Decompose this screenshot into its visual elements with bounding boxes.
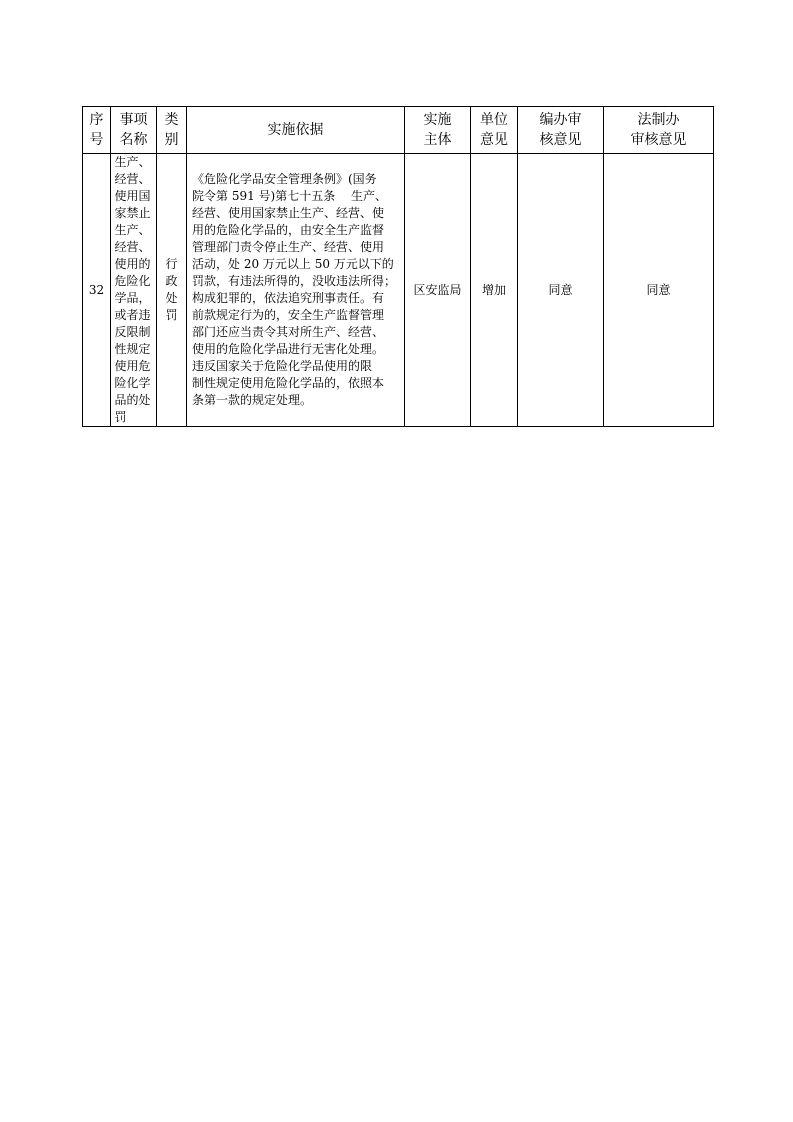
cell-category: 行政处罚 bbox=[157, 154, 187, 427]
table-row bbox=[83, 154, 714, 427]
header-row bbox=[83, 107, 714, 154]
cell-legal-review: 同意 bbox=[604, 154, 714, 427]
header-name: 事项 名称 bbox=[111, 107, 157, 154]
approval-table bbox=[82, 106, 714, 427]
cell-seq: 32 bbox=[83, 154, 111, 427]
header-basis: 实施依据 bbox=[187, 107, 405, 154]
header-subject: 实施 主体 bbox=[405, 107, 471, 154]
header-office-review: 编办审 核意见 bbox=[518, 107, 604, 154]
header-legal-review: 法制办 审核意见 bbox=[604, 107, 714, 154]
cell-office-review: 同意 bbox=[518, 154, 604, 427]
cell-unit-opinion: 增加 bbox=[471, 154, 518, 427]
cell-subject: 区安监局 bbox=[405, 154, 471, 427]
header-category: 类 别 bbox=[157, 107, 187, 154]
header-unit-opinion: 单位 意见 bbox=[471, 107, 518, 154]
cell-basis: 《危险化学品安全管理条例》(国务 院令第 591 号)第七十五条 生产、 经营、使用国家禁止生产、经营、使 用的危险化学品的，由安全生产监督 管理部门责令停止生产、经营、使用 活动，处 20 万元以上 50 万元以下的 罚款，有违法所得的，没收违法所得； 构成犯罪的，依法追究刑事责任。有 前款规定行为的，安全生产监督管理 部门还应当责令其对所生产、经营、 使用的危险化学品进行无害化处理。 违反国家关于危险化学品使用的限 制性规定使用危险化学品的，依照本 条第一款的规定处理。 bbox=[187, 154, 405, 427]
header-seq: 序 号 bbox=[83, 107, 111, 154]
cell-name: 生产、经营、使用国家禁止生产、经营、使用的危险化学品，或者违反限制性规定使用危险化学品的处罚 bbox=[111, 154, 157, 427]
